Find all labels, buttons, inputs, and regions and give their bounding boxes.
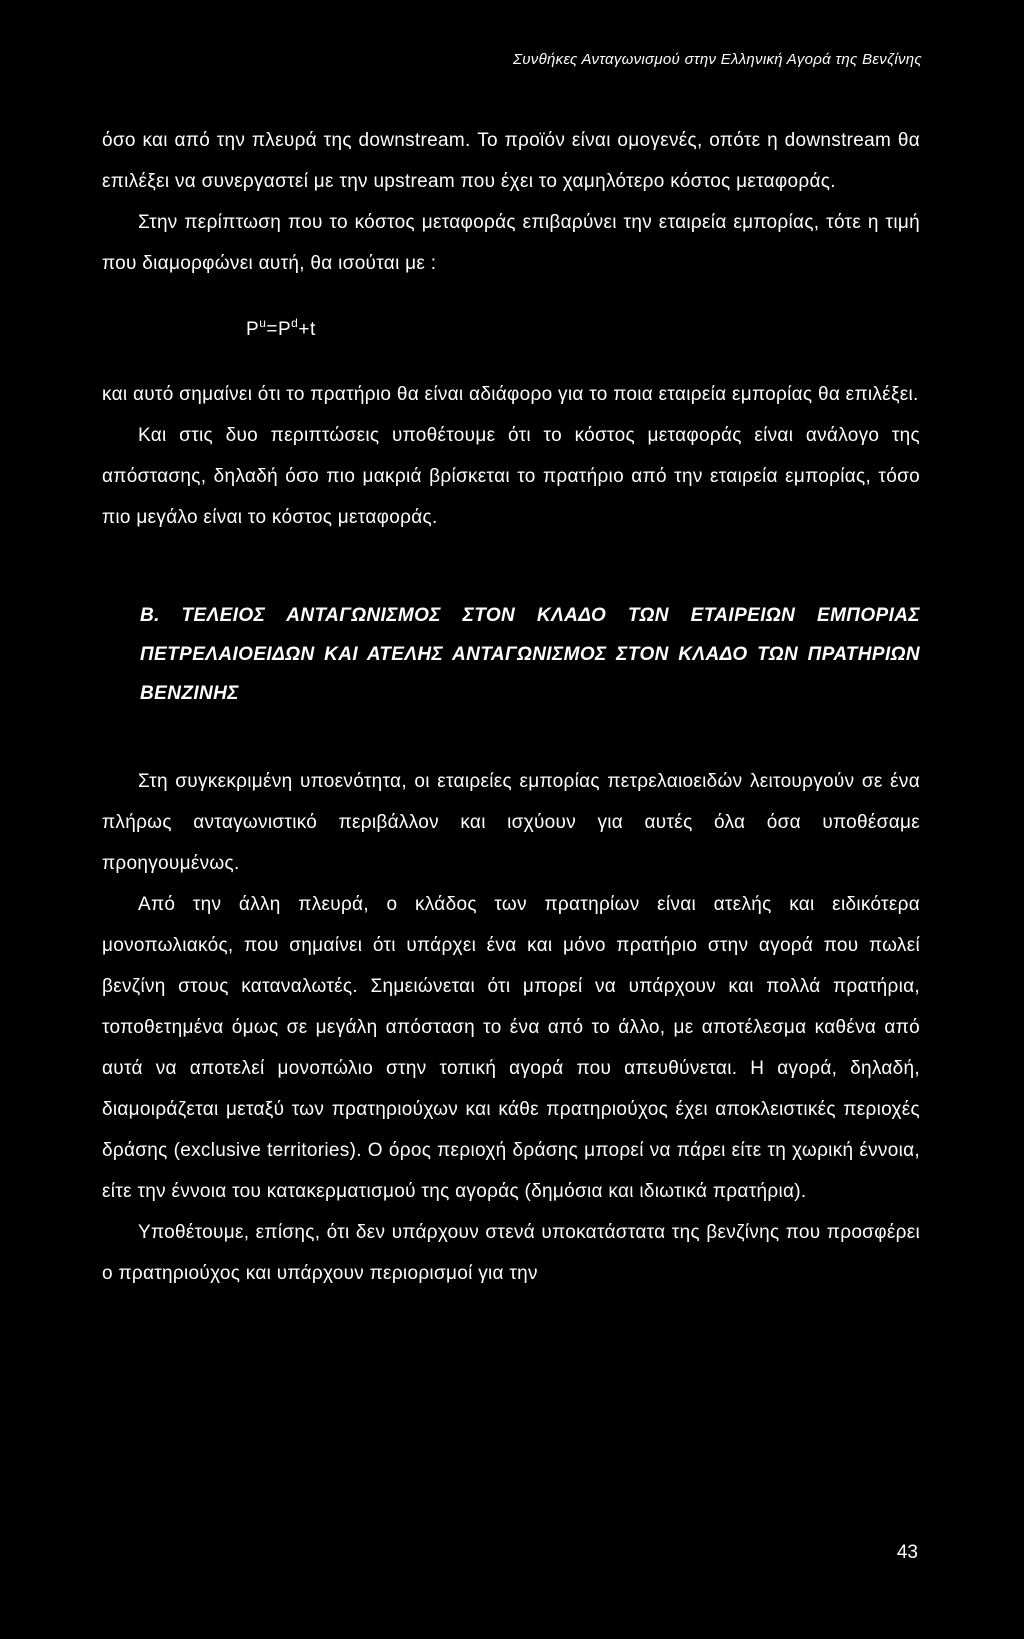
page-number: 43 — [896, 1542, 918, 1563]
section-heading: Β. ΤΕΛΕΙΟΣ ΑΝΤΑΓΩΝΙΣΜΟΣ ΣΤΟΝ ΚΛΑΔΟ ΤΩΝ ΕΤΑΙΡΕΙΩΝ ΕΜΠΟΡΙΑΣ ΠΕΤΡΕΛΑΙΟΕΙΔΩΝ ΚΑΙ ΑΤΕΛΗΣ ΑΝΤΑΓΩΝΙΣΜΟΣ ΣΤΟΝ ΚΛΑΔΟ ΤΩΝ ΠΡΑΤΗΡΙΩΝ ΒΕΝΖΙΝΗΣ — [140, 605, 920, 704]
paragraph-6: Από την άλλη πλευρά, ο κλάδος των πρατηρίων είναι ατελής και ειδικότερα μονοπωλιακός, που σημαίνει ότι υπάρχει ένα και μόνο πρατήριο στην αγορά που πωλεί βενζίνη στους καταναλωτές. Σημειώνεται ότι μπορεί να υπάρχουν και πολλά πρατήρια, τοποθετημένα όμως σε μεγάλη απόσταση το ένα από το άλλο, με αποτέλεσμα καθένα από αυτά να αποτελεί μονοπώλιο στην τοπική αγορά που απευθύνεται. Η αγορά, δηλαδή, διαμοιράζεται μεταξύ των πρατηριούχων και κάθε πρατηριούχος έχει αποκλειστικές περιοχές δράσης (exclusive territories). Ο όρος περιοχή δράσης μπορεί να πάρει είτε τη χωρική έννοια, είτε την έννοια του κατακερματισμού της αγοράς (δημόσια και ιδιωτικά πρατήρια). — [102, 894, 920, 1202]
page-content — [102, 120, 920, 1294]
formula-middle: =P — [266, 319, 292, 340]
formula-superscript-1: u — [259, 316, 267, 330]
price-formula — [246, 310, 920, 350]
paragraph-7: Υποθέτουμε, επίσης, ότι δεν υπάρχουν στενά υποκατάστατα της βενζίνης που προσφέρει ο πρατηριούχος και υπάρχουν περιορισμοί για την — [102, 1222, 920, 1284]
paragraph-4: Και στις δυο περιπτώσεις υποθέτουμε ότι το κόστος μεταφοράς είναι ανάλογο της απόστασης, δηλαδή όσο πιο μακριά βρίσκεται το πρατήριο από την εταιρεία εμπορίας, τόσο πιο μεγάλο είναι το κόστος μεταφοράς. — [102, 425, 920, 528]
formula-superscript-2: d — [291, 316, 299, 330]
paragraph-5: Στη συγκεκριμένη υποενότητα, οι εταιρείες εμπορίας πετρελαιοειδών λειτουργούν σε ένα πλήρως ανταγωνιστικό περιβάλλον και ισχύουν για αυτές όλα όσα υποθέσαμε προηγουμένως. — [102, 771, 920, 874]
formula-tail: +t — [298, 319, 316, 340]
running-header: Συνθήκες Ανταγωνισμού στην Ελληνική Αγορά της Βενζίνης — [512, 51, 922, 68]
formula-base-1: P — [246, 319, 260, 340]
paragraph-3: και αυτό σημαίνει ότι το πρατήριο θα είναι αδιάφορο για το ποια εταιρεία εμπορίας θα επιλέξει. — [102, 384, 919, 405]
paragraph-2: Στην περίπτωση που το κόστος μεταφοράς επιβαρύνει την εταιρεία εμπορίας, τότε η τιμή που διαμορφώνει αυτή, θα ισούται με : — [102, 212, 920, 274]
paragraph-1: όσο και από την πλευρά της downstream. Το προϊόν είναι ομογενές, οπότε η downstream θα επιλέξει να συνεργαστεί με την upstream που έχει το χαμηλότερο κόστος μεταφοράς. — [102, 130, 920, 192]
